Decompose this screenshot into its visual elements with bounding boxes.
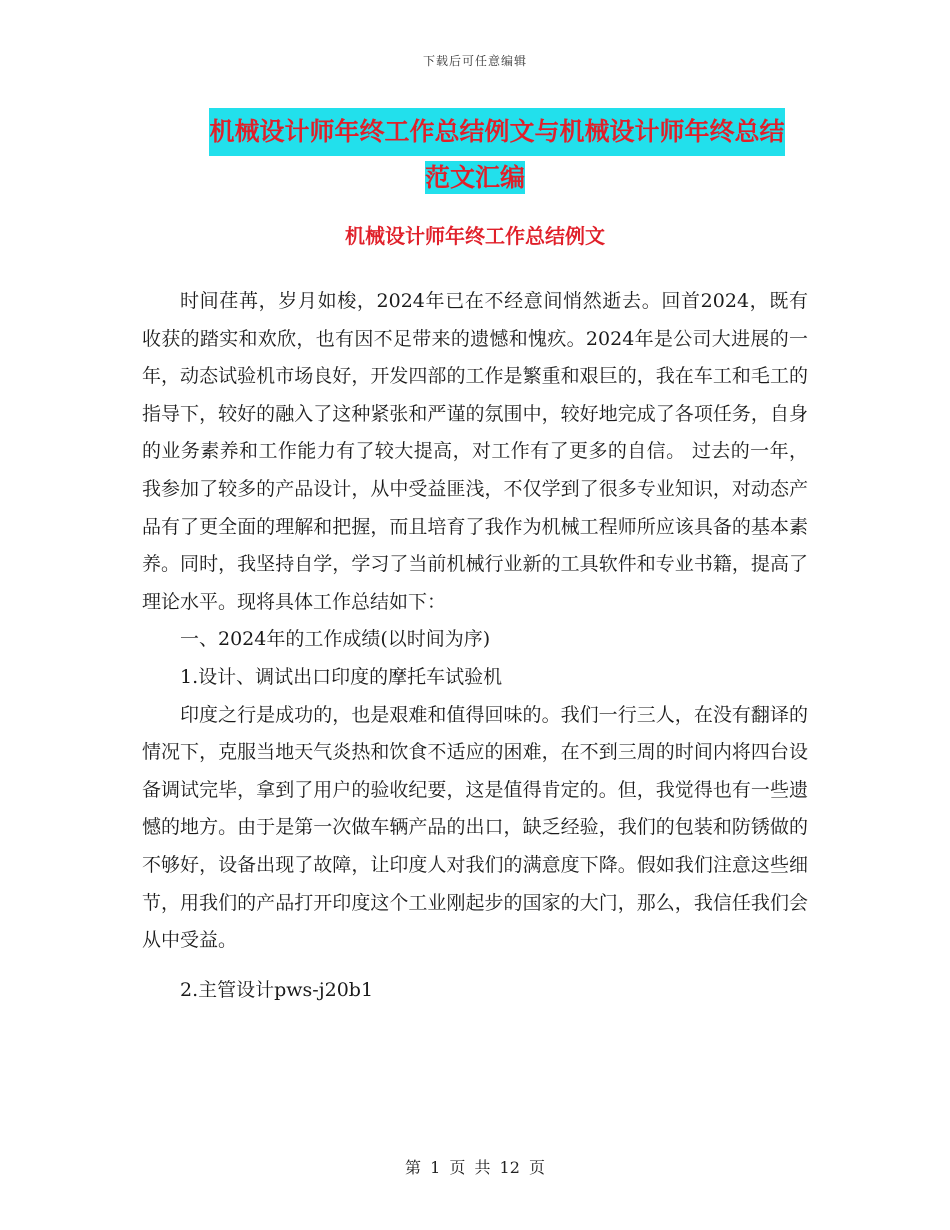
- section-title: 机械设计师年终工作总结例文: [345, 224, 605, 248]
- paragraph-heading-achievements: 一、2024年的工作成绩(以时间为序): [180, 628, 491, 651]
- document-title-line-2: 范文汇编: [424, 163, 525, 192]
- paragraph-intro: 时间荏苒，岁月如梭，2024年已在不经意间悄然逝去。回首2024，既有收获的踏实和欢欣，也有因不足带来的遗憾和愧疚。2024年是公司大进展的一年，动态试验机市场良好，开发四部的工作是繁重和艰巨的，我在车工和毛工的指导下，较好的融入了这种紧张和严谨的氛围中，较好地完成了各项任务，自身的业务素养和工作能力有了较大提高，对工作有了更多的自信。 过去的一年，我参加了较多的产品设计，从中受益匪浅，不仅学到了很多专业知识，对动态产品有了更全面的理解和把握，而且培育了我作为机械工程师所应该具备的基本素养。同时，我坚持自学，学习了当前机械行业新的工具软件和专业书籍，提高了理论水平。现将具体工作总结如下：: [142, 290, 808, 613]
- document-body: [142, 283, 808, 1009]
- document-title: [0, 108, 950, 200]
- page-footer-number: 第 1 页 共 12 页: [405, 1158, 545, 1177]
- paragraph-item-2: 2.主管设计pws-j20b1: [180, 978, 374, 1001]
- paragraph-item-1: 1.设计、调试出口印度的摩托车试验机: [180, 665, 503, 688]
- paragraph-india-trip: 印度之行是成功的，也是艰难和值得回味的。我们一行三人，在没有翻译的情况下，克服当地天气炎热和饮食不适应的困难，在不到三周的时间内将四台设备调试完毕，拿到了用户的验收纪要，这是值得肯定的。但，我觉得也有一些遗憾的地方。由于是第一次做车辆产品的出口，缺乏经验，我们的包装和防锈做的不够好，设备出现了故障，让印度人对我们的满意度下降。假如我们注意这些细节，用我们的产品打开印度这个工业刚起步的国家的大门，那么，我信任我们会从中受益。: [142, 703, 808, 952]
- document-title-line-1: 机械设计师年终工作总结例文与机械设计师年终总结: [209, 108, 784, 156]
- page-header-note: 下载后可任意编辑: [422, 54, 527, 68]
